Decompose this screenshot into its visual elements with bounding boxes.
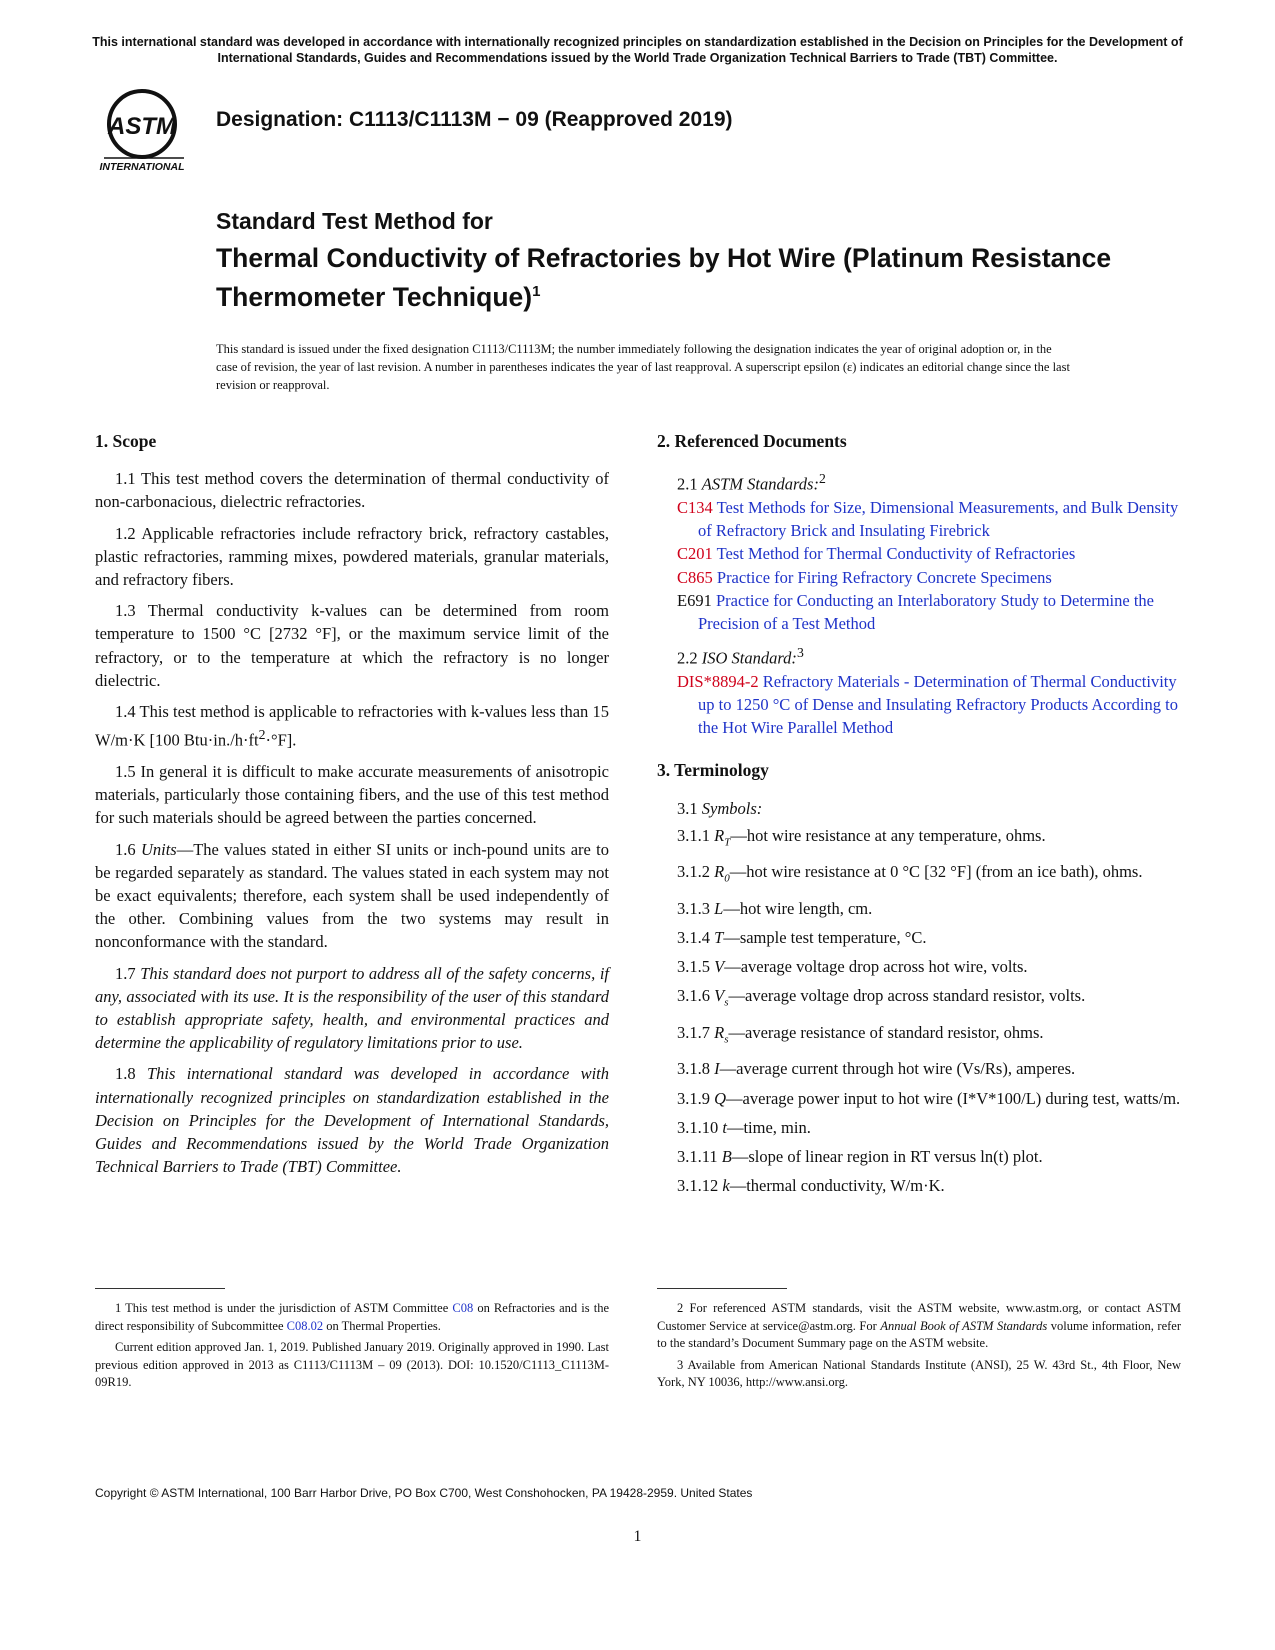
footnote-1-text-c: on Thermal Properties. xyxy=(323,1318,441,1333)
scope-1-1: 1.1 This test method covers the determination of thermal conductivity of non-carbonacious, dielectric refractories. xyxy=(95,469,609,512)
scope-1-7-num: 1.7 xyxy=(115,963,141,983)
term-symbol-letter: I xyxy=(714,1059,720,1079)
iso-standard-num: 2.2 xyxy=(677,648,702,668)
ref-c865-title[interactable]: Practice for Firing Refractory Concrete Specimens xyxy=(716,567,1052,587)
scope-1-6-units: Units xyxy=(140,839,177,859)
title-text: Thermal Conductivity of Refractories by Hot Wire (Platinum Resistance Thermometer Technique) xyxy=(216,243,1112,312)
ref-c201-code[interactable]: C201 xyxy=(677,544,713,564)
footnote-edition: Current edition approved Jan. 1, 2019. Published January 2019. Originally approved in 1990. Last previous edition approved in 2013 as C1113/C1113M – 09 (2013). DOI: 10.1520/C1113_C1113M-09R19. xyxy=(95,1340,609,1390)
scope-1-8-num: 1.8 xyxy=(115,1064,147,1084)
iso-ref-list xyxy=(657,670,1181,740)
term-item xyxy=(657,926,1181,949)
term-definition: —average current through hot wire (Vs/Rs), amperes. xyxy=(719,1059,1076,1079)
footnote-2 xyxy=(657,1300,1181,1353)
term-item xyxy=(657,955,1181,978)
ref-c865-code[interactable]: C865 xyxy=(677,567,713,587)
ref-c134-title[interactable]: Test Methods for Size, Dimensional Measurements, and Bulk Density of Refractory Brick and Insulating Firebrick xyxy=(698,497,1179,541)
left-column xyxy=(95,430,609,1186)
iso-standard-label xyxy=(677,641,1181,670)
term-symbol-subscript: s xyxy=(724,1033,729,1046)
term-number: 3.1.11 xyxy=(677,1147,722,1167)
term-symbol xyxy=(714,862,730,885)
scope-1-4-sup: 2 xyxy=(258,727,266,743)
ref-c865[interactable] xyxy=(677,566,1181,589)
term-symbol-subscript: T xyxy=(724,836,731,849)
term-symbol-letter: V xyxy=(714,957,725,977)
term-item xyxy=(657,860,1181,891)
term-definition: —average voltage drop across standard resistor, volts. xyxy=(728,986,1086,1006)
term-item xyxy=(657,984,1181,1015)
term-number: 3.1.9 xyxy=(677,1088,715,1108)
scope-1-4 xyxy=(95,700,609,752)
term-symbol xyxy=(722,1176,729,1195)
document-title xyxy=(216,242,1116,314)
scope-1-7-text: This standard does not purport to address all of the safety concerns, if any, associated with its use. It is the responsibility of the user of this standard to establish appropriate safety, health, and environmental practices and determine the applicability of regulatory limitations prior to use. xyxy=(95,963,609,1053)
term-symbol-letter: k xyxy=(722,1176,730,1196)
term-definition: —sample test temperature, °C. xyxy=(723,928,927,948)
ref-c134[interactable] xyxy=(677,496,1181,542)
term-item xyxy=(657,824,1181,855)
terminology-heading: 3. Terminology xyxy=(657,760,769,781)
term-symbol-letter: L xyxy=(714,898,724,918)
term-symbol-subscript: 0 xyxy=(724,872,730,885)
term-number: 3.1.6 xyxy=(677,986,715,1006)
footnote-1 xyxy=(95,1300,609,1335)
term-symbol xyxy=(714,986,729,1009)
footnotes-left xyxy=(95,1300,609,1396)
subcommittee-c08-02-link[interactable]: C08.02 xyxy=(286,1318,324,1333)
right-column xyxy=(657,430,1181,1203)
footnote-rule-right xyxy=(657,1288,787,1289)
term-definition: —slope of linear region in RT versus ln(t) plot. xyxy=(731,1147,1043,1167)
scope-1-4-end: ·°F]. xyxy=(265,730,297,750)
title-footnote-mark: 1 xyxy=(532,283,541,300)
astm-standards-sup: 2 xyxy=(818,471,826,487)
astm-standards-label xyxy=(677,467,1181,496)
footnote-2-book: Annual Book of ASTM Standards xyxy=(880,1318,1048,1333)
term-definition: —hot wire length, cm. xyxy=(723,898,873,918)
iso-standard-sup: 3 xyxy=(796,645,804,661)
term-symbol-letter: R xyxy=(714,825,725,845)
term-item xyxy=(657,1021,1181,1052)
term-symbol-subscript: s xyxy=(724,996,729,1009)
term-number: 3.1.12 xyxy=(677,1176,723,1196)
footnote-2-text-b: volume information, refer to the standard’s Document Summary page on the ASTM website. xyxy=(657,1318,1181,1351)
ref-dis-8894-2[interactable] xyxy=(677,670,1181,740)
issued-note: This standard is issued under the fixed designation C1113/C1113M; the number immediately following the designation indicates the year of original adoption or, in the case of revision, the year of last revision. A number in parentheses indicates the year of last reapproval. A superscript epsilon (ε) indicates an editorial change since the last revision or reapproval. xyxy=(216,342,1070,392)
tbt-notice: This international standard was developed in accordance with internationally recognized principles on standardization established in the Decision on Principles for the Development of International Standards, Guides and Recommendations issued by the World Trade Organization Technical Barriers to Trade (TBT) Committee. xyxy=(92,35,1183,65)
footnote-1-text-b: on Refractories and is the direct responsibility of Subcommittee xyxy=(95,1301,610,1333)
term-definition: —average resistance of standard resistor, ohms. xyxy=(728,1022,1044,1042)
scope-1-3: 1.3 Thermal conductivity k-values can be determined from room temperature to 1500 °C [2732 °F], or the maximum service limit of the refractory, or to the temperature at which the refractory is no longer dielectric. xyxy=(95,601,609,690)
scope-1-8 xyxy=(95,1062,609,1178)
footnote-3: 3 Available from American National Standards Institute (ANSI), 25 W. 43rd St., 4th Floor, New York, NY 10036, http://www.ansi.org. xyxy=(657,1357,1181,1390)
term-number: 3.1.5 xyxy=(677,957,715,977)
term-number: 3.1.4 xyxy=(677,928,715,948)
astm-logo xyxy=(92,84,197,176)
scope-1-8-text: This international standard was developed in accordance with internationally recognized principles on standardization established in the Decision on Principles for the Development of International Standards, Guides and Recommendations issued by the World Trade Organization Technical Barriers to Trade (TBT) Committee. xyxy=(95,1064,610,1177)
term-symbol-letter: t xyxy=(722,1117,727,1137)
term-symbol xyxy=(714,928,723,947)
scope-1-6-text: —The values stated in either SI units or inch-pound units are to be regarded separately as standard. The values stated in each system may not be exact equivalents; therefore, each system shall be used independently of the other. Combining values from the two systems may result in nonconformance with the standard. xyxy=(95,839,609,952)
iso-standard-text: ISO Standard: xyxy=(701,648,797,668)
term-symbol-letter: R xyxy=(714,1022,725,1042)
symbols-label xyxy=(677,797,1181,820)
astm-standards-text: ASTM Standards: xyxy=(701,474,819,494)
term-symbol xyxy=(714,1089,726,1108)
term-symbol-letter: R xyxy=(714,862,725,882)
referenced-heading: 2. Referenced Documents xyxy=(657,431,847,451)
scope-1-6 xyxy=(95,838,609,954)
symbols-num: 3.1 xyxy=(677,798,702,818)
footnotes-right xyxy=(657,1300,1181,1396)
term-item xyxy=(657,1087,1181,1110)
astm-ref-list xyxy=(657,496,1181,635)
term-item xyxy=(657,897,1181,920)
term-definition: —thermal conductivity, W/m·K. xyxy=(729,1176,945,1196)
ref-e691-code: E691 xyxy=(677,590,712,610)
term-symbol xyxy=(714,825,731,849)
scope-1-6-num: 1.6 xyxy=(115,839,141,859)
term-number: 3.1.8 xyxy=(677,1059,715,1079)
term-symbol-letter: B xyxy=(721,1147,732,1167)
term-definition: —average power input to hot wire (I*V*100/L) during test, watts/m. xyxy=(726,1088,1181,1108)
symbols-text: Symbols: xyxy=(701,798,763,818)
term-symbol xyxy=(714,1022,729,1046)
term-item xyxy=(657,1057,1181,1080)
ref-c201[interactable] xyxy=(677,542,1181,565)
term-number: 3.1.3 xyxy=(677,898,715,918)
term-number: 3.1.10 xyxy=(677,1117,723,1137)
scope-1-4-text: 1.4 This test method is applicable to refractories with k-values less than 15 W/m·K [100 Btu·in./h·ft xyxy=(95,702,609,750)
term-definition: —hot wire resistance at 0 °C [32 °F] (from an ice bath), ohms. xyxy=(729,862,1143,882)
copyright-line: Copyright © ASTM International, 100 Barr Harbor Drive, PO Box C700, West Conshohocken, PA 19428-2959. United States xyxy=(95,1486,753,1500)
title-prefix: Standard Test Method for xyxy=(216,208,493,234)
ref-dis-8894-2-code[interactable]: DIS*8894-2 xyxy=(677,671,759,691)
term-definition: —time, min. xyxy=(726,1117,811,1137)
term-symbol-letter: Q xyxy=(714,1088,727,1108)
footnote-2-text-a: 2 For referenced ASTM standards, visit the ASTM website, www.astm.org, or contact ASTM Customer Service at service@astm.org. For xyxy=(657,1301,1181,1333)
committee-c08-link[interactable]: C08 xyxy=(452,1301,474,1315)
scope-heading: 1. Scope xyxy=(95,431,157,451)
astm-standards-num: 2.1 xyxy=(677,474,702,494)
ref-e691-title[interactable]: Practice for Conducting an Interlaboratory Study to Determine the Precision of a Test Method xyxy=(698,590,1155,633)
term-definition: —hot wire resistance at any temperature, ohms. xyxy=(730,825,1046,845)
term-symbol xyxy=(714,957,724,976)
term-symbol-letter: T xyxy=(714,928,724,948)
footnote-1-text-a: 1 This test method is under the jurisdiction of ASTM Committee xyxy=(115,1301,453,1315)
term-symbol xyxy=(714,899,723,918)
term-number: 3.1.1 xyxy=(677,825,715,845)
term-definition: —average voltage drop across hot wire, volts. xyxy=(724,957,1028,977)
designation: Designation: C1113/C1113M − 09 (Reapproved 2019) xyxy=(216,108,733,131)
ref-e691[interactable] xyxy=(677,589,1181,635)
term-symbol xyxy=(722,1147,732,1166)
scope-1-7 xyxy=(95,962,609,1055)
footnote-rule-left xyxy=(95,1288,225,1289)
logo-international: INTERNATIONAL xyxy=(99,161,185,173)
term-symbol-letter: V xyxy=(714,986,725,1006)
term-list xyxy=(657,824,1181,1198)
ref-dis-8894-2-title[interactable]: Refractory Materials - Determination of Thermal Conductivity up to 1250 °C of Dense and Insulating Refractory Products According to the Hot Wire Parallel Method xyxy=(698,671,1178,738)
ref-c134-code[interactable]: C134 xyxy=(677,497,713,517)
term-number: 3.1.2 xyxy=(677,862,715,882)
term-item xyxy=(657,1145,1181,1168)
page-number: 1 xyxy=(633,1528,642,1545)
term-item xyxy=(657,1174,1181,1197)
ref-c201-title[interactable]: Test Method for Thermal Conductivity of Refractories xyxy=(716,544,1076,564)
scope-1-5: 1.5 In general it is difficult to make accurate measurements of anisotropic materials, particularly those containing fibers, and the use of this test method for such materials should be agreed between the parties concerned. xyxy=(95,761,609,828)
logo-letters: ASTM xyxy=(108,113,176,140)
scope-1-2: 1.2 Applicable refractories include refractory brick, refractory castables, plastic refractories, ramming mixes, powdered materials, granular materials, and refractory fibers. xyxy=(95,523,609,590)
term-item xyxy=(657,1116,1181,1139)
term-number: 3.1.7 xyxy=(677,1022,715,1042)
